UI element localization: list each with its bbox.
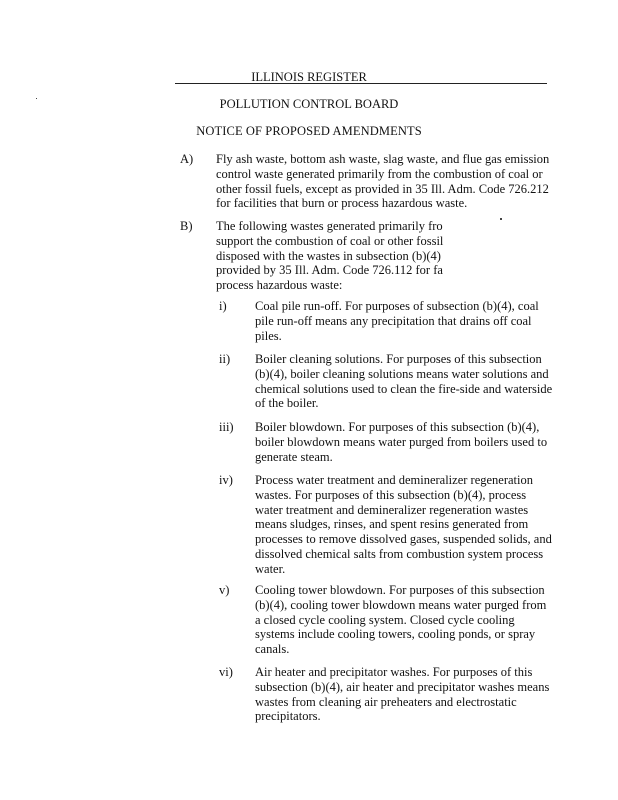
- text-line: wastes. For purposes of this subsection (b)(4), process: [255, 487, 527, 502]
- text-line: dissolved chemical salts from combustion system process: [255, 546, 544, 561]
- text-line: control waste generated primarily from the combustion of coal or: [216, 166, 543, 181]
- item-i-text: [255, 299, 539, 343]
- text-line: Process water treatment and demineralizer regeneration: [255, 473, 533, 487]
- text-line: provided by 35 Ill. Adm. Code 726.112 for fa: [216, 263, 443, 278]
- item-vi-text: [255, 665, 549, 724]
- text-line: process hazardous waste:: [216, 278, 343, 293]
- item-i-label: i): [219, 299, 227, 313]
- notice-title: NOTICE OF PROPOSED AMENDMENTS: [196, 124, 422, 138]
- item-iv-text: [255, 473, 552, 577]
- item-v-text: [255, 583, 546, 657]
- text-line: pile run-off means any precipitation that drains off coal: [255, 313, 532, 328]
- text-line: boiler blowdown means water purged from boilers used to: [255, 434, 548, 449]
- text-line: piles.: [255, 328, 282, 343]
- text-line: chemical solutions used to clean the fire-side and waterside: [255, 381, 553, 396]
- item-vi-label: vi): [219, 665, 233, 679]
- item-iii-text: [255, 420, 547, 464]
- text-line: subsection (b)(4), air heater and precipitator washes means: [255, 679, 550, 694]
- text-line: a closed cycle cooling system. Closed cycle cooling: [255, 612, 515, 627]
- text-line: Cooling tower blowdown. For purposes of this subsection: [255, 583, 545, 597]
- item-v-label: v): [219, 583, 230, 597]
- section-a-label: A): [180, 152, 194, 166]
- text-line: means sludges, rinses, and spent resins generated from: [255, 517, 529, 532]
- text-line: wastes from cleaning air preheaters and electrostatic: [255, 694, 517, 709]
- text-line: Fly ash waste, bottom ash waste, slag waste, and flue gas emission: [216, 152, 550, 166]
- text-line: other fossil fuels, except as provided in 35 Ill. Adm. Code 726.212: [216, 181, 549, 196]
- text-line: (b)(4), cooling tower blowdown means water purged from: [255, 597, 547, 612]
- text-line: for facilities that burn or process hazardous waste.: [216, 196, 468, 211]
- header-rule: [175, 83, 547, 84]
- text-line: disposed with the wastes in subsection (b)(4): [216, 248, 441, 263]
- text-line: Air heater and precipitator washes. For purposes of this: [255, 665, 533, 679]
- item-ii-text: [255, 352, 552, 411]
- scan-speck: [500, 218, 502, 220]
- text-line: water.: [255, 561, 286, 576]
- scan-speck: [36, 98, 37, 99]
- text-line: Coal pile run-off. For purposes of subsection (b)(4), coal: [255, 299, 539, 313]
- item-iii-label: iii): [219, 420, 234, 434]
- item-iv-label: iv): [219, 473, 233, 487]
- text-line: precipitators.: [255, 709, 321, 724]
- text-line: systems include cooling towers, cooling ponds, or spray: [255, 627, 536, 642]
- text-line: Boiler blowdown. For purposes of this subsection (b)(4),: [255, 420, 540, 434]
- section-b-text: [216, 219, 443, 293]
- text-line: Boiler cleaning solutions. For purposes of this subsection: [255, 352, 542, 366]
- text-line: water treatment and demineralizer regeneration wastes: [255, 502, 529, 517]
- text-line: canals.: [255, 642, 290, 657]
- item-ii-label: ii): [219, 352, 231, 366]
- board-name: POLLUTION CONTROL BOARD: [219, 97, 399, 111]
- text-line: The following wastes generated primarily fro: [216, 219, 443, 233]
- section-a-text: [216, 152, 549, 211]
- text-line: (b)(4), boiler cleaning solutions means water solutions and: [255, 366, 549, 381]
- register-title: ILLINOIS REGISTER: [251, 70, 367, 84]
- text-line: processes to remove dissolved gases, suspended solids, and: [255, 532, 552, 547]
- section-b-label: B): [180, 219, 193, 233]
- text-line: generate steam.: [255, 449, 333, 464]
- text-line: support the combustion of coal or other fossil: [216, 233, 444, 248]
- text-line: of the boiler.: [255, 396, 319, 411]
